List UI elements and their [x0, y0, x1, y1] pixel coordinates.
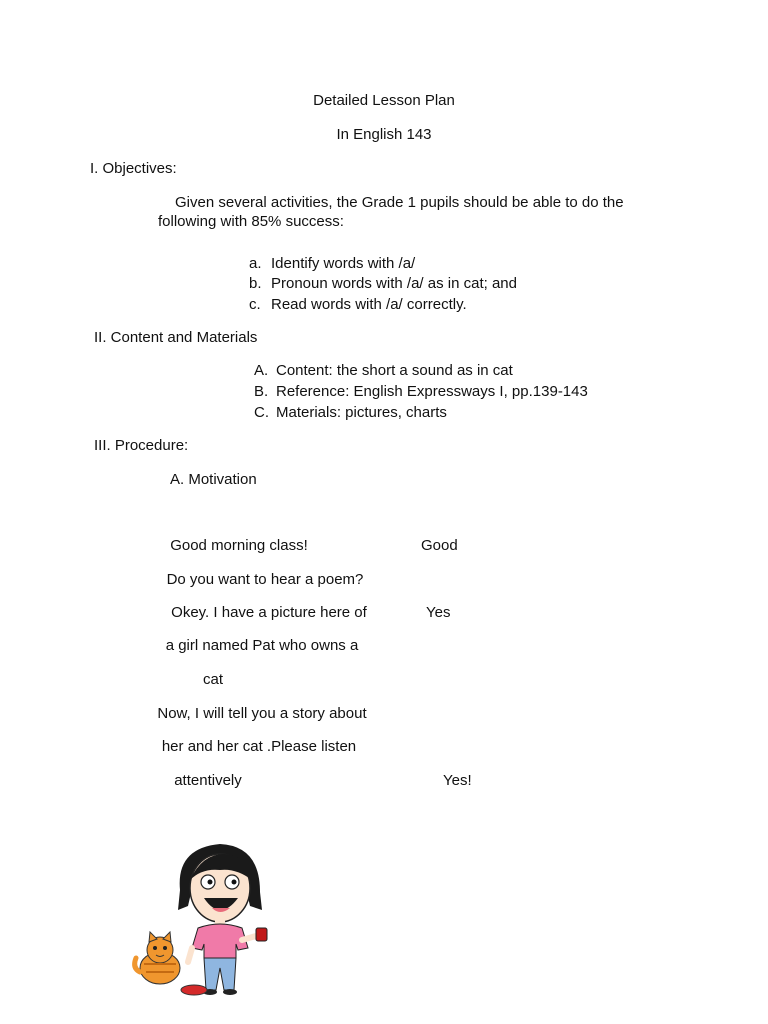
list-marker: A. — [254, 362, 269, 379]
bowl-shape — [181, 985, 207, 995]
teacher-line: attentively — [174, 772, 242, 789]
teacher-line: Good morning class! — [170, 537, 308, 554]
objectives-heading: I. Objectives: — [90, 160, 177, 177]
list-item-text: Reference: English Expressways I, pp.139-143 — [276, 383, 588, 400]
teacher-line: Do you want to hear a poem? — [166, 571, 364, 588]
procedure-subheading: A. Motivation — [170, 471, 257, 488]
teacher-line: Now, I will tell you a story about — [157, 705, 367, 722]
list-item-text: Materials: pictures, charts — [276, 404, 447, 421]
list-marker: b. — [249, 275, 262, 292]
page-title: Detailed Lesson Plan — [313, 92, 455, 109]
teacher-line: her and her cat .Please listen — [161, 738, 357, 755]
list-marker: c. — [249, 296, 261, 313]
list-item-text: Read words with /a/ correctly. — [271, 296, 467, 313]
student-line: Yes! — [443, 772, 472, 789]
objectives-intro-line2: following with 85% success: — [158, 213, 344, 230]
student-line: Good — [421, 537, 458, 554]
girl-with-cat-illustration — [132, 840, 277, 1000]
teacher-line: a girl named Pat who owns a — [165, 637, 359, 654]
list-item-text: Identify words with /a/ — [271, 255, 416, 272]
list-item-text: Pronoun words with /a/ as in cat; and — [271, 275, 517, 292]
pants-shape — [204, 958, 236, 990]
content-heading: II. Content and Materials — [94, 329, 258, 346]
content-item — [254, 404, 447, 422]
student-line: Yes — [426, 604, 451, 621]
content-item — [254, 362, 513, 380]
content-item — [254, 383, 588, 401]
teacher-line: Okey. I have a picture here of — [171, 604, 367, 621]
objective-item — [249, 275, 517, 293]
list-marker: B. — [254, 383, 269, 400]
list-marker: a. — [249, 255, 262, 272]
cup-shape — [256, 928, 267, 941]
procedure-heading: III. Procedure: — [94, 437, 189, 454]
page-subtitle: In English 143 — [336, 126, 432, 143]
teacher-line: cat — [202, 671, 223, 688]
objectives-intro-line1: Given several activities, the Grade 1 pupils should be able to do the — [175, 194, 624, 211]
list-marker: C. — [254, 404, 269, 421]
list-item-text: Content: the short a sound as in cat — [276, 362, 513, 379]
objective-item — [249, 255, 415, 273]
objective-item — [249, 296, 467, 314]
